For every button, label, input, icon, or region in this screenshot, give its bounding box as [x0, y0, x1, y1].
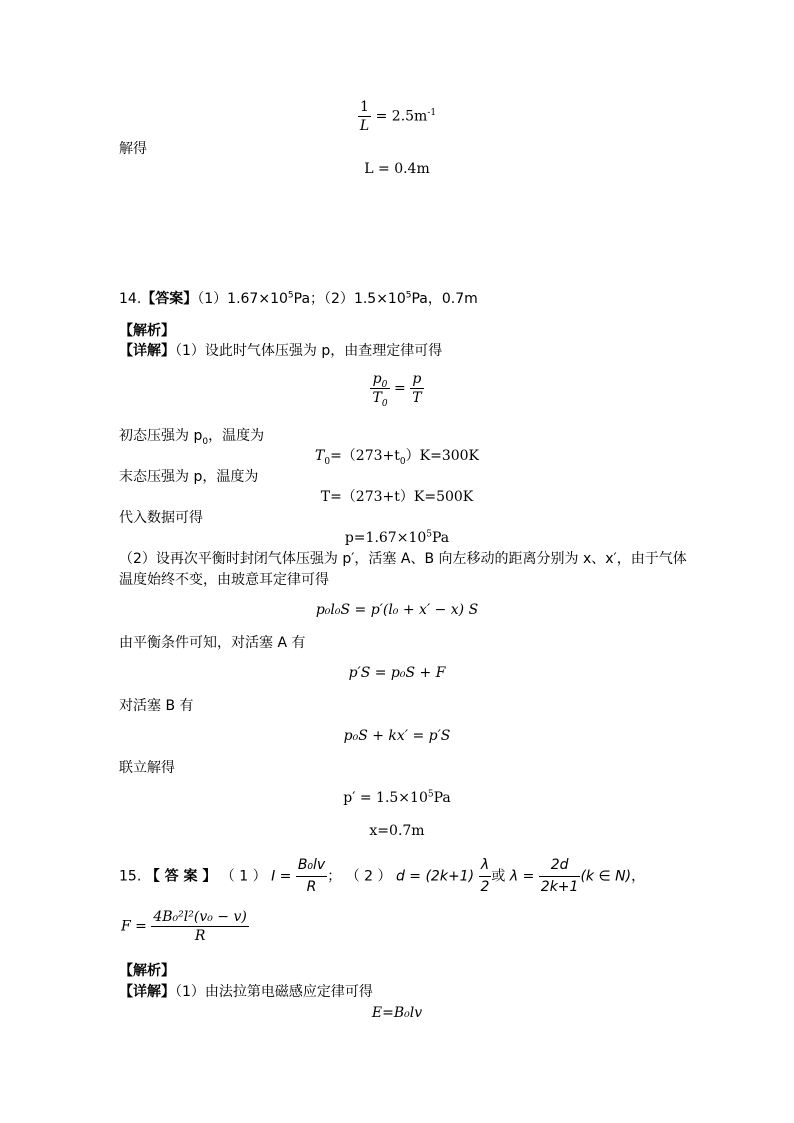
eq-x-result: x=0.7m	[369, 823, 425, 839]
q14-jiexi: 【解析】	[119, 323, 175, 339]
exponent: 5	[405, 290, 412, 301]
q14-answer-line	[119, 292, 478, 306]
q15-detail-line	[119, 985, 373, 999]
exponent: 5	[426, 529, 432, 540]
lambda-lhs: λ =	[509, 868, 535, 885]
fraction-denominator: L	[359, 118, 370, 134]
q14-detail-line	[119, 344, 442, 358]
q15-number: 15.	[119, 868, 142, 885]
q15-answer-tag: 【 答 案 】	[145, 868, 217, 885]
init-text-tail: ，温度为	[208, 428, 265, 444]
q14-final-state: 末态压强为 p，温度为	[119, 469, 259, 485]
frac-num: B₀lv	[296, 857, 327, 877]
d-expr: d = (2k+1)	[395, 868, 475, 885]
set-text: (k ∈ N)	[580, 868, 632, 885]
q14-substitute: 代入数据可得	[119, 510, 203, 526]
exponent: 5	[427, 789, 434, 800]
eq-piston-a: p′S = p₀S + F	[348, 665, 446, 681]
separator: ；	[327, 868, 342, 885]
q15-jiexi: 【解析】	[119, 963, 175, 979]
eq-p-prime	[0, 791, 794, 805]
q15-answer-line	[119, 857, 645, 896]
frac-den: R	[306, 878, 317, 895]
frac-den: R	[194, 928, 206, 944]
eq-charles-law: $\frac{p_0}{T_0}$ = $\frac{p}{T}$	[372, 371, 422, 409]
q14-piston-b: 对活塞 B 有	[119, 698, 194, 714]
q14-number: 14.	[119, 291, 142, 307]
q15-part2-label: （ 2 ）	[345, 868, 392, 885]
frac-num: 2d	[539, 857, 581, 877]
q14-initial-state	[119, 428, 265, 447]
q15-detail-tag: 【详解】	[119, 984, 175, 1000]
frac-den: 2	[480, 878, 490, 895]
q15-part1-label: （ 1 ）	[220, 868, 267, 885]
subscript: 0	[381, 379, 388, 390]
q15-detail-text: （1）由法拉第电磁感应定律可得	[175, 984, 373, 1000]
q14-answer-part1-unit: Pa；（2）	[293, 291, 354, 307]
subscript: 0	[399, 456, 406, 467]
q14-answer-part2-unit: Pa，0.7m	[411, 291, 478, 307]
or-text: 或	[491, 868, 506, 885]
fraction-numerator: 1	[358, 100, 371, 117]
q14-answer-part1: （1）1.67×10	[197, 291, 288, 307]
eq-T: T=（273+t）K=500K	[320, 489, 474, 505]
frac-num: 4B₀²l²(v₀ − v)	[153, 909, 247, 925]
p-prime-result: p′ = 1.5×10	[343, 790, 428, 806]
comma: ，	[631, 868, 646, 885]
t0-eq: =（273+t	[330, 448, 400, 464]
q14-part2-line2: 温度始终不变，由玻意耳定律可得	[119, 572, 329, 588]
eq-T0: $T_0=(273+t_0)K=300K$	[315, 448, 479, 467]
frac-den-T: T	[372, 390, 382, 406]
q14-answer-tag: 【答案】	[141, 291, 198, 307]
eq-rhs: = 2.5m	[375, 108, 428, 125]
p-result-unit: Pa	[432, 530, 450, 546]
p-prime-unit: Pa	[433, 790, 451, 806]
q14-part2-line1: （2）设再次平衡时封闭气体压强为 p′，活塞 A、B 向左移动的距离分别为 x、x′，由于气体	[119, 551, 687, 567]
subscript: 0	[202, 436, 209, 447]
q14-lianli: 联立解得	[119, 760, 175, 776]
eq-p-result	[0, 531, 794, 545]
frac-den: 2k+1	[540, 878, 579, 895]
eq-L-result: L = 0.4m	[364, 161, 430, 177]
q14-answer-part2: 1.5×10	[353, 291, 406, 307]
eq-boyle: p₀l₀S = p′(l₀ + x′ − x) S	[315, 602, 479, 618]
eq-emf: E=B₀lv	[371, 1005, 423, 1021]
i-lhs: I =	[271, 868, 292, 885]
q14-detail-text: （1）设此时气体压强为 p，由查理定律可得	[175, 343, 443, 359]
jie-de-label: 解得	[119, 141, 147, 157]
p-result: p=1.67×10	[344, 530, 427, 546]
eq-piston-b: p₀S + kx′ = p′S	[343, 728, 451, 744]
frac-num: λ	[479, 857, 492, 877]
q14-detail-tag: 【详解】	[119, 343, 175, 359]
q14-balance-a: 由平衡条件可知，对活塞 A 有	[119, 635, 306, 651]
t0-eq-tail: ）K=300K	[405, 448, 479, 464]
exponent: 5	[287, 290, 294, 301]
f-lhs: F =	[121, 918, 147, 935]
frac-num-p: p	[372, 371, 382, 387]
frac-den-T2: T	[412, 390, 422, 406]
subscript: 0	[381, 398, 388, 409]
frac-num-p2: p	[410, 372, 423, 389]
init-text: 初态压强为 p	[119, 428, 203, 444]
exponent: -1	[427, 107, 437, 118]
eq-1-over-L	[0, 100, 794, 133]
eq-force	[121, 910, 249, 943]
